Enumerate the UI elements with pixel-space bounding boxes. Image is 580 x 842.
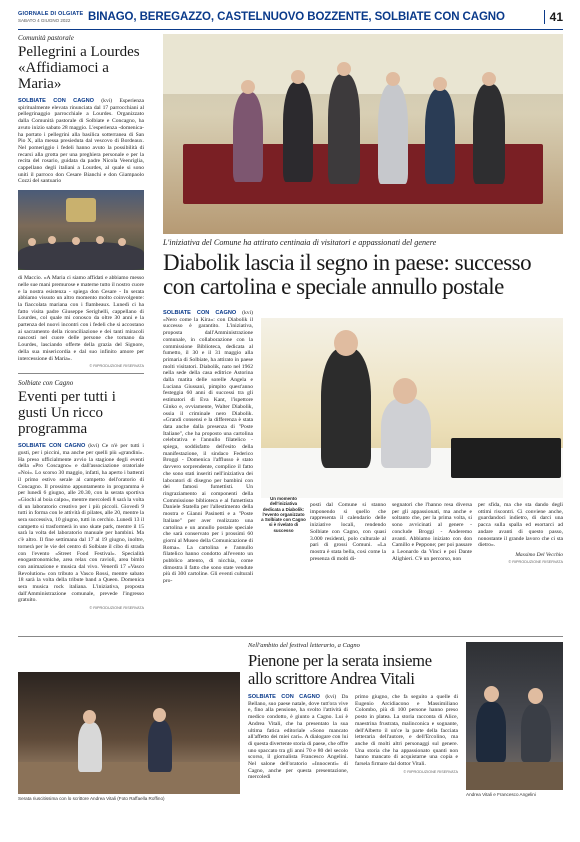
diabolik-col4-text: per sfida, ma che sta dando degli ottimi riscontri. Ci conviene anche, guardandoci indietro, di darci una pacca sulla spalla ed esortarci ad andare avanti di questo passo, nonostante il grande lavoro che ci sta dietro». [478, 502, 563, 549]
diabolik-col-3 [392, 502, 472, 562]
vitali-col-1 [248, 694, 348, 781]
diabolik-main-photo [163, 34, 563, 234]
vitali-caption-left: Serata riuscitissima con lo scrittore Andrea Vitali (Foto Raffaella Roffino) [18, 796, 165, 801]
section-title: BINAGO, BEREGAZZO, CASTELNUOVO BOZZENTE, SOLBIATE CON CAGNO [88, 11, 505, 23]
vitali-caption-right: Andrea Vitali e Francesco Angelini [466, 792, 536, 797]
vitali-col-2 [355, 694, 458, 774]
oratorio-body-text: (kvi) Ce n'è per tutti i gusti, per i piccini, ma anche per quelli più «grandini». Ha preso ufficialmente avvio la stagione degli eventi della «Pro Coscagno» e dall'associazione oratoriale «Noi». Lo scorso 30 maggio, infatti, ha aperto i battenti il primo estivo serale al campetto dell'oratorio di Concagno. Il prossimo appuntamento in programma è per lunedì 6 giugno, alle 20.30, con la serata sportiva «Giochi al boia calpo», mentre mercoledì 8 sarà la volta di un laboratorio creativo per i più piccoli. Giovedì 9 tutti in forma con le attività di pilates, alle 20, mentre la sera successiva, 10 giugno, tutti in cerchio. Lunedì 13 il campetto si trasformerà in uno skate park, mentre il 15 sarà la volta del laboratorio manuale per bambini. Ma c'è altro. Il fine settimana dal 17 al 19 giugno, inoltre, tornerà per le vie del centro di Solbiate il cibo di strada con l'evento «Street Food Festival». Specialità enogastronomiche, area relax con ravioli, area bimbi con animazione e musica dal vivo. Venerdì 17 «Vasco Revolution» con tributo a Vasco Rossi, mentre sabato 18 sarà la volta della tribute band a Queen. Domenica sera musica rock italiana. L'iniziativa, proposta dall'Amministrazione comunale, prevede l'ingresso gratuito. [18, 443, 144, 604]
lourdes-kicker: Comunità pastorale [18, 34, 74, 42]
lourdes-place: SOLBIATE CON CAGNO [18, 98, 94, 104]
diabolik-exhibit-photo [261, 318, 563, 498]
lourdes-copyright: © RIPRODUZIONE RISERVATA [89, 364, 144, 369]
lourdes-headline: Pellegrini a Lourdes «Affidiamoci a Maria» [18, 44, 140, 92]
diabolik-col-2 [310, 502, 386, 562]
diabolik-col-1 [163, 310, 253, 585]
page-number: 41 [544, 10, 563, 24]
left-column [18, 34, 144, 610]
vitali-place: SOLBIATE CON CAGNO [248, 694, 321, 700]
vitali-copyright: © RIPRODUZIONE RISERVATA [403, 769, 458, 774]
issue-date: SABATO 4 GIUGNO 2022 [18, 18, 71, 23]
bottom-divider [18, 636, 563, 637]
diabolik-col1-text: (kvi) «Nero come la Kira»: con Diabolik il successo è garantito. L'iniziativa, proposta dall'Amministrazione comunale, in collaborazione con la commissione Biblioteca, dedicata al fumetto, il 30 e il 31 maggio alla primaria di Solbiate, ha attirato in paese molti visitatori. Diabolik, nato nel 1962 nella sede della casa editrice Astorina dalla matita delle sorelle Angela e Luciana Giussani, pimpito quest'anno festeggia 60 anni di successi tra gli estimatori di Eva Kant, l'ispettore Ginko e, ovviamente, Walter Diabolik, ossia il criminale nero Diabolik. «Grandi consensi e la differenza è stata data anche dalla presenza di "Poste Italiane", che ha proposto una cartolina celebrativa e l'annullo filatelico - spiega, soddisfatto dell'esito della manifestazione, il sindaco Federico Broggi - Domenica l'afflusso è stato davvero sorprendente, complice il fatto che sono stati inseriti nell'iniziativa dei laboratori di disegno per bambini con dei famosi fumettisti. Un ringraziamento ai componenti della Commissione biblioteca e al fumettista Daniele Statella per l'allestimento della mostra e Gianni Pasinetti e a "Poste Italiane" per aver realizzato una cartolina e un annullo postale speciale che sarà conservato per i prossimi 60 giorni al Museo della Comunicazione di Roma». La cartolina e l'annullo filatelico hanno condotto all'evento un pubblico attento, di nicchia, come dimostra il fatto che sono state vendute più di 300 cartoline. Gli eventi culturali pro- [163, 310, 253, 585]
oratorio-place: SOLBIATE CON CAGNO [18, 443, 86, 450]
diabolik-headline: Diabolik lascia il segno in paese: successo con cartolina e speciale annullo postale [163, 250, 532, 299]
diabolik-col-4 [478, 502, 563, 564]
diabolik-col3-text: segnatori che l'hanno resa diversa per gli appassionati, ma anche e soltanto che, per la prima volta, si sono avvicinati al genere - conclude Broggi - Anderemo avanti. Abbiamo iniziato con don Camillo e Peppone; per poi passare a Leonardo da Vinci e poi Dante Alighieri. C'è un percorso, non [392, 502, 472, 562]
divider [18, 373, 144, 374]
vitali-authors-photo [466, 642, 563, 790]
vitali-left-photo-block [18, 672, 240, 801]
diabolik-place: SOLBIATE CON CAGNO [163, 310, 237, 316]
lourdes-body [18, 98, 144, 185]
diabolik-photo-caption: Un momento dell'iniziativa dedicata a Diabolik: l'evento organizzato a Solbiate con Cagno si è rivelato di successo [261, 496, 306, 533]
diabolik-copyright: © RIPRODUZIONE RISERVATA [508, 559, 563, 564]
vitali-stage-photo [18, 672, 240, 794]
oratorio-body [18, 443, 144, 604]
paper-name: GIORNALE DI OLGIATE [18, 11, 84, 17]
vitali-col2-text: primo giugno, che fa seguito a quelle di Eugenio Arcidiacono e Massimiliano Colombo, più di 100 persone hanno preso posto in platea. La storia racconta di Alice, maestrina frustrata, malinconica e sognante, dell'Alberto il un'ce la parte della facciata letteraria dell'autore, e dell'Ercolino, ma anche di molti altri personaggi sul genere. Una storia che ha appassionato quanti non hanno mancato di acquistarne una copia e farsela firmare dal dottor Vitali. [355, 694, 458, 768]
vitali-kicker: Nell'ambito del festival letterario, a Cagno [248, 642, 360, 649]
lourdes-body-cont: di Maccio. «A Maria ci siamo affidati e abbiamo messo nelle sue mani premurose e materne tutto il nostro cuore e la nostra esistenza - spiega don Cesare - In serata abbiamo vissuto un altro momento molto coinvolgente: la fiaccolata mariana con i flambeaux. Lunedì ci ha fatto visita padre Giuseppe Serighelli, cappellano di Lourdes, col quale mi conosco da oltre 30 anni e la partenza del nuovi incontri con i fedeli che si accostano ai sacramento della riconciliazione e dei tanti miracoli nascosti nel cuore delle persone che tornano da Lourdes, lasciando offerte della grazia del Signore, della sua misericordia e dal suo infinito amore per intercessione di Maria». [18, 275, 144, 362]
masthead [18, 11, 88, 23]
diabolik-signature: Massimo Del Vecchio [515, 551, 563, 558]
lourdes-body-text: (kvi) Esperienza spiritualmente elevata rinunciata dal 17 parrocchiani al pellegrinaggio parrocchiale a Lourdes. Organizzato dalla Comunità pastorale di Solbiate e Concagno, ha avuto inizio sabato 28 maggio. L'esperienza -domenica- ha portato i pellegrini alla basilica sotterranea di San Pio X, alla messa presieduta dal vescovo di Bordeaux. Nel pomeriggio i fedeli hanno avuto la possibilità di recarsi alla grotta per una preghiera personale e per la recita del rosario, guidata da padre Nicola Veenriglia, cappellano degli italiani a Lourdes, al quale si sono uniti il parroco don Cesare Bianchi e don Giampaolo Cozzi del santuario [18, 98, 144, 185]
oratorio-copyright: © RIPRODUZIONE RISERVATA [89, 606, 144, 611]
page-header [18, 8, 563, 26]
vitali-headline: Pienone per la serata insieme allo scrittore Andrea Vitali [248, 651, 432, 688]
oratorio-headline: Eventi per tutti i gusti Un ricco programma [18, 389, 116, 438]
diabolik-col2-text: posti dal Comune si stanno imponendo sì quello che rappresenta il calendario delle iniziative locali, rendendo Solbiate con Cagno, con quasi 3.000 residenti, polo culturale al pari di grossi Comuni. «La mostra è stata bella, così come la presenza di molti di- [310, 502, 386, 562]
oratorio-kicker: Solbiate con Cagno [18, 379, 74, 388]
vitali-right-photo-block [466, 642, 563, 797]
vitali-col1-text: (kvi) Da Bellano, suo paese natale, dove tutt'ora vive e, fino alla pensione, ha svolto l'attività di medico condotto, è giunto a Cagno. Lui è Andrea Vitali, che ha presentato la sua ultima fatica editoriale «Sono mancato all'affetto dei miei cari». A dialogare con lui di questa divertente storia di paese, che offre uno spaccato tra gli anni 70 e 80 del secolo scorso, il giornalista Francesco Angelini. Nel salone dell'oratorio «Innocenti» di Cagno, anche per questa presentazione, mercoledì [248, 694, 348, 781]
header-rule [18, 29, 563, 30]
lourdes-photo [18, 190, 144, 270]
diabolik-kicker: L'iniziativa del Comune ha attirato centinaia di visitatori e appassionati del genere [163, 238, 437, 247]
